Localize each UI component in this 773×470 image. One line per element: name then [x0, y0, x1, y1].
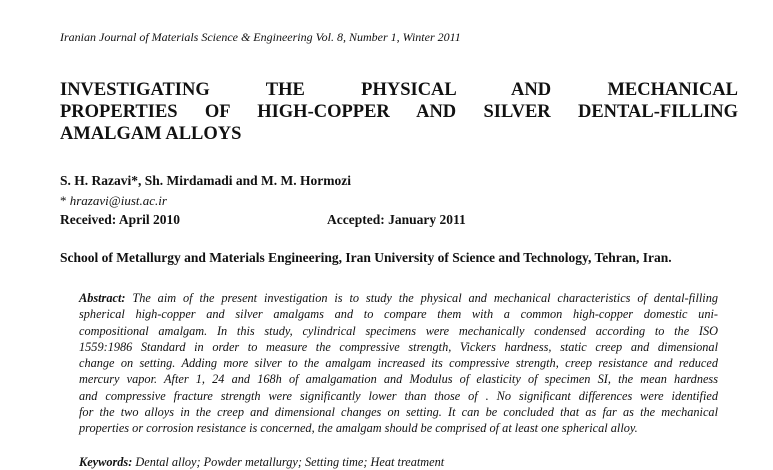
email-address[interactable]: hrazavi@iust.ac.ir: [69, 193, 167, 208]
abstract-label: Abstract:: [79, 291, 126, 305]
keywords-text: Dental alloy; Powder metallurgy; Setting time; Heat treatment: [132, 455, 445, 469]
abstract-line: [79, 290, 718, 306]
email-marker: *: [60, 193, 70, 208]
abstract-line: properties or corrosion resistance is concerned, the amalgam should be comprised of at least one spherical alloy.: [79, 421, 638, 436]
abstract-line: and compressive fracture strength were significantly lower than those of . No significant differences were identified: [79, 388, 718, 403]
affiliation: School of Metallurgy and Materials Engineering, Iran University of Science and Technology, Tehran, Iran.: [60, 250, 672, 265]
keywords-label: Keywords:: [79, 455, 133, 469]
abstract-line: change on setting. Adding more silver to the amalgam increased its compressive strength, creep resistance and reduced: [79, 356, 718, 371]
abstract-line: mercury vapor. After 1, 24 and 168h of amalgamation and Modulus of elasticity of specimen SI, the mean hardness: [79, 372, 718, 387]
received-date: Received: April 2010: [60, 212, 180, 227]
abstract-line: 1559:1986 Standard in order to measure the compressive strength, Vickers hardness, static creep and dimensional: [79, 339, 718, 354]
journal-header: Iranian Journal of Materials Science & Engineering Vol. 8, Number 1, Winter 2011: [60, 30, 461, 44]
corresponding-email: [60, 193, 167, 209]
title-line: AMALGAM ALLOYS: [60, 124, 242, 144]
abstract-line: for the two alloys in the creep and dimensional changes on setting. It can be concluded that as far as the mechanical: [79, 405, 718, 420]
paper-title: [60, 79, 738, 145]
keywords: [79, 455, 718, 470]
title-line: INVESTIGATING THE PHYSICAL AND MECHANICAL: [60, 80, 738, 100]
abstract-line: spherical high-copper and silver amalgams and to compare them with a common high-copper domestic uni-: [79, 307, 718, 322]
accepted-date: Accepted: January 2011: [327, 212, 466, 227]
abstract-line: compositional amalgam. In this study, cylindrical specimens were mechanically condensed according to the ISO: [79, 323, 718, 338]
title-line: PROPERTIES OF HIGH-COPPER AND SILVER DENTAL-FILLING: [60, 102, 738, 122]
author-list: S. H. Razavi*, Sh. Mirdamadi and M. M. Hormozi: [60, 173, 351, 188]
abstract: [79, 290, 718, 437]
abstract-text: The aim of the present investigation is to study the physical and mechanical characteristics of dental-filling: [132, 291, 719, 305]
